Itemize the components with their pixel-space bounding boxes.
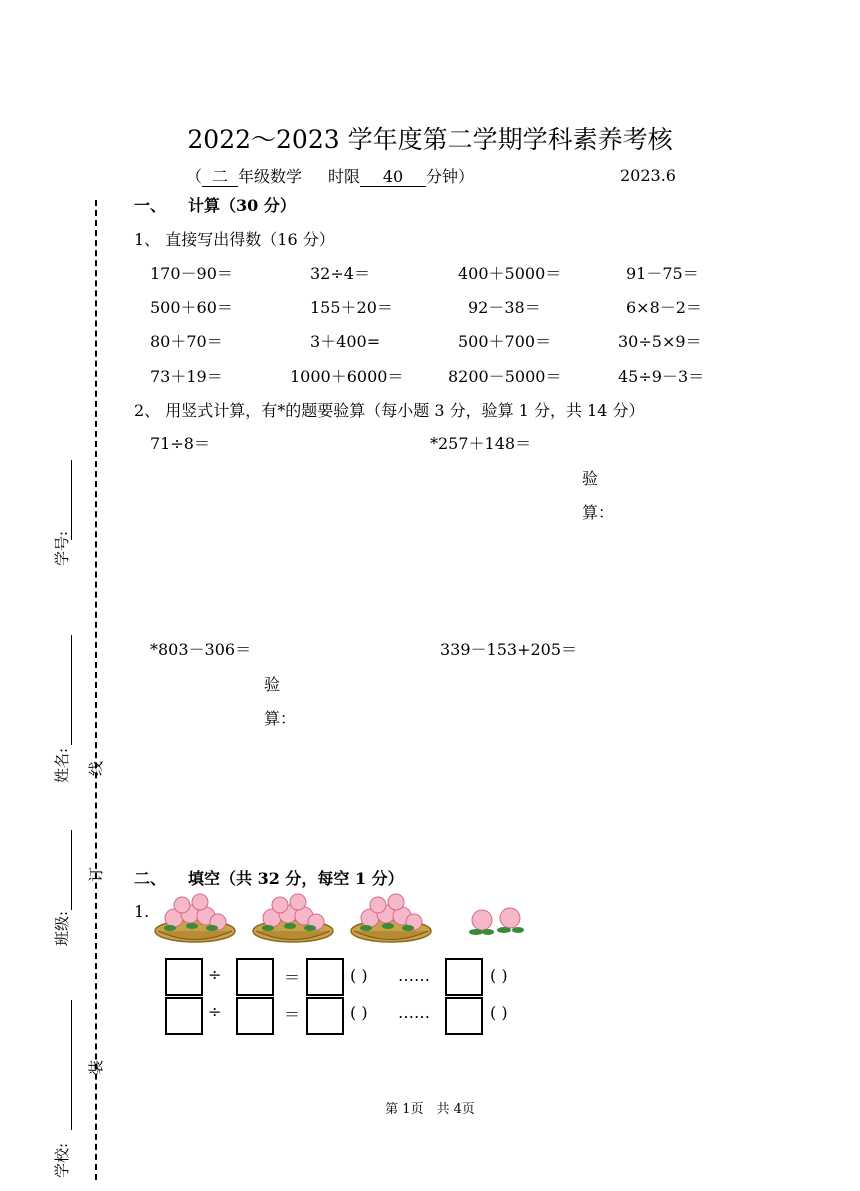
peach-basket-image xyxy=(348,888,434,946)
check-label-b: 算： xyxy=(264,709,297,728)
check-label-b: 算： xyxy=(582,503,615,522)
remainder-unit-blank[interactable]: ( ) xyxy=(490,1003,508,1022)
minutes-value: 40 xyxy=(360,168,426,187)
q1-item: 3＋400= xyxy=(310,332,381,351)
quotient-unit-blank[interactable]: ( ) xyxy=(350,1003,368,1022)
q2-item: *257＋148＝ xyxy=(430,434,532,453)
q1-item: 500＋700＝ xyxy=(458,332,552,351)
q1-item: 32÷4＝ xyxy=(310,264,370,283)
peach-basket-image xyxy=(250,888,336,946)
school-label: 学校: xyxy=(53,1142,72,1179)
minutes-unit: 分钟） xyxy=(426,167,475,186)
remainder-dots: …… xyxy=(398,1003,430,1022)
class-blank xyxy=(71,830,72,910)
remainder-dots: …… xyxy=(398,966,430,985)
q1-item: 500＋60＝ xyxy=(150,298,233,317)
divide-sign: ÷ xyxy=(208,965,222,984)
remainder-box[interactable] xyxy=(445,958,483,996)
equals-sign: ＝ xyxy=(284,1005,301,1024)
divide-sign: ÷ xyxy=(208,1002,222,1021)
q1-item: 80＋70＝ xyxy=(150,332,223,351)
section2-number: 二、 xyxy=(134,869,167,888)
divisor-box[interactable] xyxy=(236,958,274,996)
binding-ding-char: 订 xyxy=(87,866,106,883)
student-number-label: 学号: xyxy=(53,530,72,567)
binding-zhuang-char: 装 xyxy=(87,1059,106,1076)
q1-item: 8200－5000＝ xyxy=(448,367,562,386)
check-label-a: 验 xyxy=(264,675,281,694)
name-blank xyxy=(71,635,72,745)
q2-item: 339－153+205＝ xyxy=(440,640,578,659)
remainder-box[interactable] xyxy=(445,997,483,1035)
peach-basket-image xyxy=(152,888,238,946)
q1-item: 1000＋6000＝ xyxy=(290,367,404,386)
dividend-box[interactable] xyxy=(165,997,203,1035)
time-label: 时限 xyxy=(328,167,361,186)
section2-q1-number: 1. xyxy=(134,902,150,921)
name-label: 姓名: xyxy=(53,747,72,784)
quotient-unit-blank[interactable]: ( ) xyxy=(350,966,368,985)
q1-item: 30÷5×9＝ xyxy=(618,332,702,351)
grade-value: 二 xyxy=(202,168,238,187)
exam-title: 2022～2023 学年度第二学期学科素养考核 xyxy=(187,125,673,154)
equals-sign: ＝ xyxy=(284,968,301,987)
quotient-box[interactable] xyxy=(306,997,344,1035)
q1-item: 45÷9－3＝ xyxy=(618,367,705,386)
q1-item: 73＋19＝ xyxy=(150,367,223,386)
q2-item: *803－306＝ xyxy=(150,640,252,659)
q1-item: 170－90＝ xyxy=(150,264,233,283)
q1-item: 400＋5000＝ xyxy=(458,264,562,283)
two-peaches-image xyxy=(464,904,530,940)
quotient-box[interactable] xyxy=(306,958,344,996)
q2-label: 2、 用竖式计算，有*的题要验算（每小题 3 分，验算 1 分，共 14 分） xyxy=(134,401,645,420)
divisor-box[interactable] xyxy=(236,997,274,1035)
page-footer: 第 1页 共 4页 xyxy=(385,1102,475,1117)
q1-item: 92－38＝ xyxy=(468,298,541,317)
grade-subject: 年级数学 xyxy=(238,167,303,186)
student-number-blank xyxy=(71,460,72,540)
dividend-box[interactable] xyxy=(165,958,203,996)
exam-date: 2023.6 xyxy=(620,166,676,185)
binding-line-char: 线 xyxy=(87,760,106,777)
q1-item: 155＋20＝ xyxy=(310,298,393,317)
class-label: 班级: xyxy=(53,910,72,947)
q1-label: 1、 直接写出得数（16 分） xyxy=(134,230,335,249)
q1-item: 6×8－2＝ xyxy=(626,298,702,317)
section1-number: 一、 xyxy=(134,196,167,215)
q1-item: 91－75＝ xyxy=(626,264,699,283)
section2-heading: 填空（共 32 分，每空 1 分） xyxy=(188,869,404,888)
exam-subtitle xyxy=(186,164,474,187)
remainder-unit-blank[interactable]: ( ) xyxy=(490,966,508,985)
section1-heading: 计算（30 分） xyxy=(188,196,296,215)
paren-open: （ xyxy=(186,167,203,186)
q2-item: 71÷8＝ xyxy=(150,434,210,453)
binding-dashed-line xyxy=(95,200,97,1180)
check-label-a: 验 xyxy=(582,469,599,488)
